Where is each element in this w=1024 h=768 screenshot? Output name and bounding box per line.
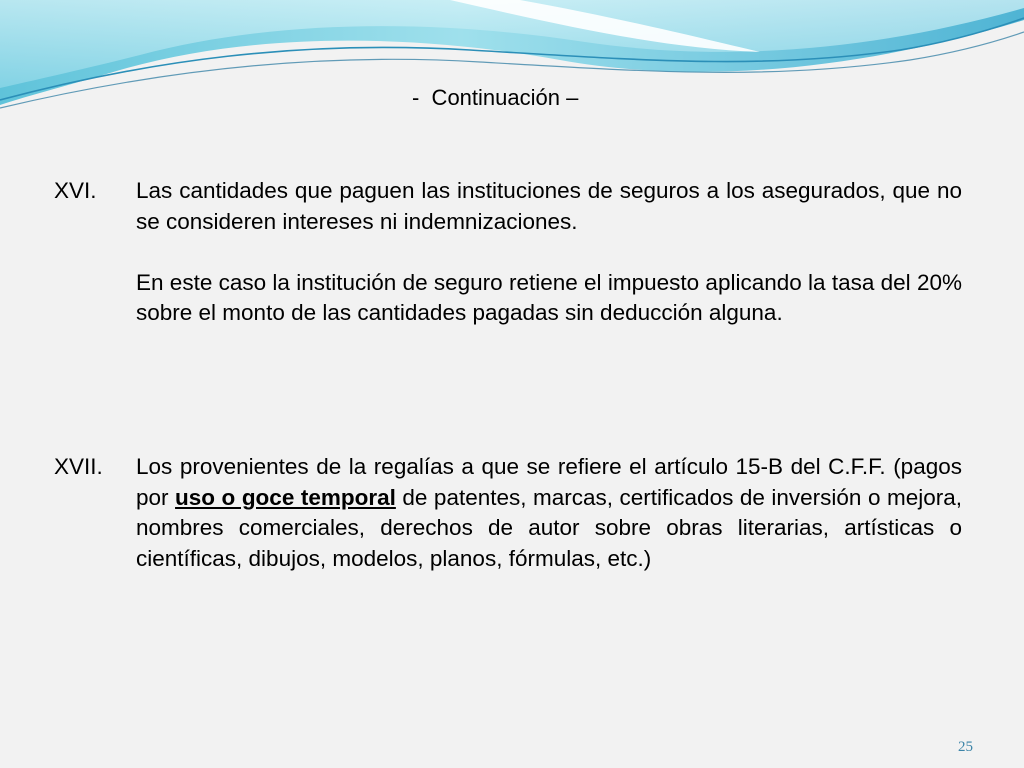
item-body [136,176,962,329]
item-paragraph: Las cantidades que paguen las instituciones de seguros a los asegurados, que no se consideren intereses ni indemnizaciones. [136,178,962,234]
item-paragraph [136,452,962,574]
item-number: XVI. [54,178,97,203]
slide-subtitle: - Continuación – [412,85,579,110]
paragraph-text-start: Los provenientes de la regalías a que se refiere el artículo 15-B del C.F.F. (pagos por [136,454,962,510]
list-item-xvi [54,176,962,329]
list-item-xvii [54,452,962,574]
emphasized-term: uso o goce temporal [175,484,396,510]
paragraph-text-end: de patentes, marcas, certificados de inversión o mejora, nombres comerciales, derechos de autor sobre obras literarias, artísticas o científicas, dibujos, modelos, planos, fórmulas, etc.) [136,484,962,571]
item-body [136,452,962,574]
item-paragraph: En este caso la institución de seguro retiene el impuesto aplicando la tasa del 20% sobre el monto de las cantidades pagadas sin deducción alguna. [136,269,962,326]
item-number: XVII. [54,454,103,479]
page-number: 25 [958,739,973,755]
